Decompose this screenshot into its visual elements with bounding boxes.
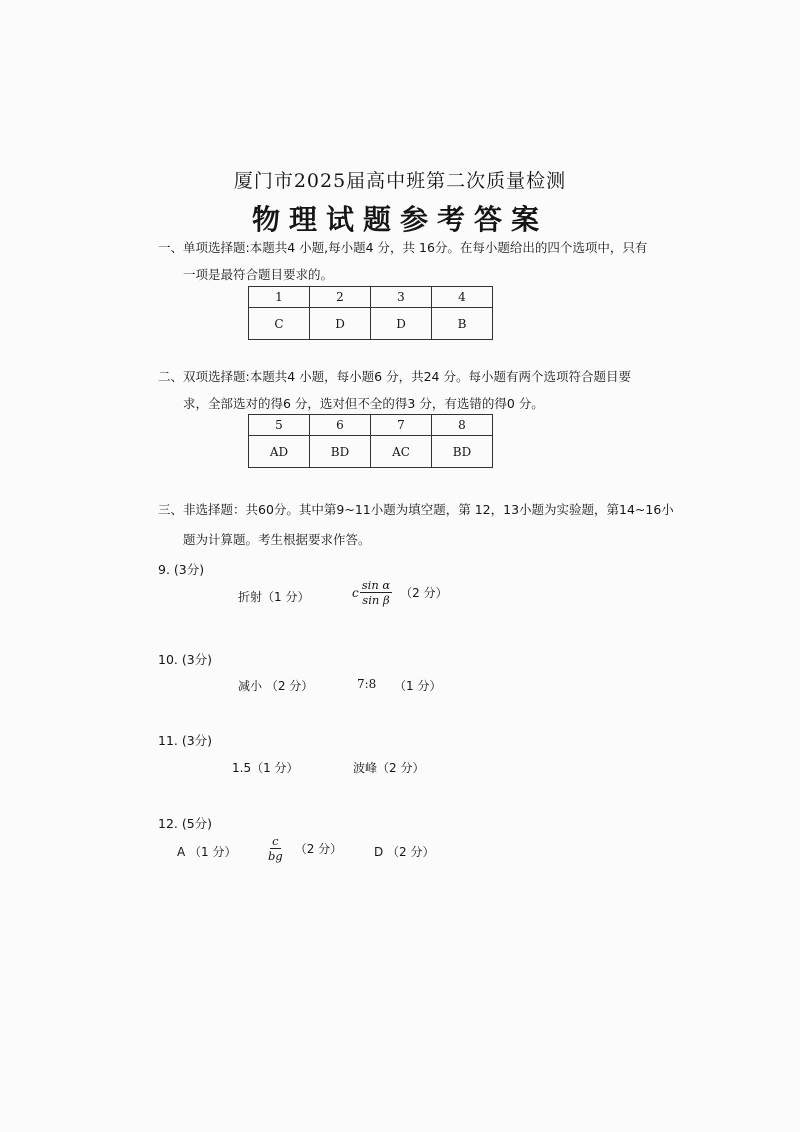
table-cell: B	[432, 308, 493, 340]
section2-instructions-line2: 求，全部选对的得6 分，选对但不全的得3 分，有选错的得0 分。	[183, 396, 544, 411]
table-cell: BD	[432, 436, 493, 468]
question-12-answer-1: A （1 分）	[177, 845, 237, 859]
question-11-answer-1: 1.5（1 分）	[232, 761, 299, 775]
table-row	[249, 308, 493, 340]
question-9-label: 9. (3分)	[158, 562, 205, 577]
table-header-row	[249, 415, 493, 436]
question-11-answer-2: 波峰（2 分）	[353, 761, 425, 775]
formula-prefix: c	[352, 585, 359, 600]
table-cell: 7	[371, 415, 432, 436]
table-cell: AC	[371, 436, 432, 468]
question-11-label: 11. (3分)	[158, 733, 213, 748]
document-subtitle: 物理试题参考答案	[251, 203, 548, 236]
question-9-answer-2	[352, 578, 448, 608]
table-cell: AD	[249, 436, 310, 468]
section1-instructions-line1: 一、单项选择题:本题共4 小题,每小题4 分，共 16分。在每小题给出的四个选项中，只有	[158, 240, 648, 255]
section2-instructions-line1: 二、双项选择题:本题共4 小题，每小题6 分，共24 分。每小题有两个选项符合题目要	[158, 369, 631, 384]
section1-answer-table	[248, 286, 493, 340]
question-12-answer-2	[266, 834, 342, 864]
table-cell: 5	[249, 415, 310, 436]
fraction-numerator: c	[272, 834, 279, 848]
table-cell: 2	[310, 287, 371, 308]
table-cell: 1	[249, 287, 310, 308]
fraction	[360, 578, 392, 608]
question-10-label: 10. (3分)	[158, 652, 213, 667]
section3-instructions-line2: 题为计算题。考生根据要求作答。	[183, 532, 371, 547]
section2-answer-table	[248, 414, 493, 468]
section3-instructions-line1: 三、非选择题：共60分。其中第9~11小题为填空题，第 12，13小题为实验题，第14~16小	[158, 502, 674, 517]
fraction-denominator: sin β	[362, 593, 390, 608]
table-cell: D	[371, 308, 432, 340]
question-12-label: 12. (5分)	[158, 816, 213, 831]
table-cell: BD	[310, 436, 371, 468]
fraction-numerator: sin α	[361, 578, 391, 592]
table-cell: 6	[310, 415, 371, 436]
fraction-denominator: bg	[268, 849, 283, 864]
table-header-row	[249, 287, 493, 308]
table-cell: C	[249, 308, 310, 340]
question-9-answer-2-score: （2 分）	[400, 586, 448, 601]
question-10-answer-1: 减小 （2 分）	[238, 679, 314, 693]
question-9-answer-1: 折射（1 分）	[238, 590, 310, 604]
question-10-answer-2-score: （1 分）	[394, 679, 442, 693]
table-cell: 4	[432, 287, 493, 308]
question-12-answer-2-score: （2 分）	[294, 842, 343, 857]
document-title: 厦门市2025届高中班第二次质量检测	[233, 170, 567, 192]
section1-instructions-line2: 一项是最符合题目要求的。	[183, 267, 334, 282]
question-10-answer-2: 7:8	[357, 677, 377, 691]
question-12-answer-3: D （2 分）	[374, 845, 435, 859]
fraction	[266, 834, 285, 864]
table-row	[249, 436, 493, 468]
table-cell: 8	[432, 415, 493, 436]
table-cell: D	[310, 308, 371, 340]
table-cell: 3	[371, 287, 432, 308]
